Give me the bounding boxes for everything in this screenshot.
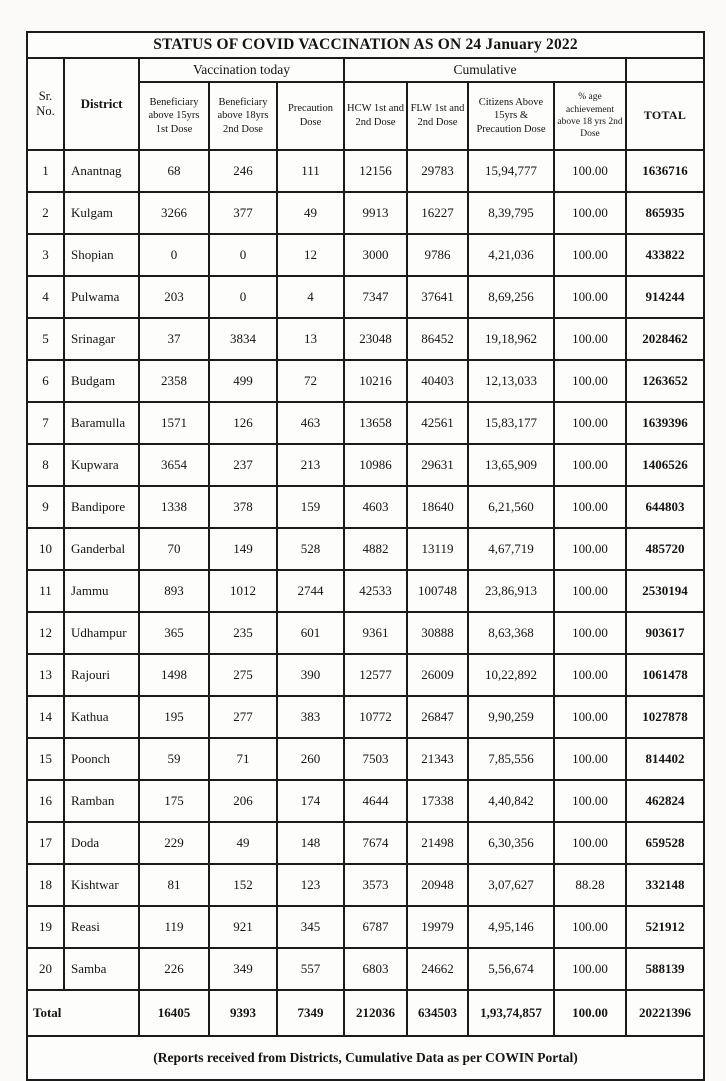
value-cell: 378: [209, 486, 277, 528]
district-row: [27, 864, 704, 906]
sr-no-cell: 18: [27, 864, 64, 906]
sr-no-cell: 6: [27, 360, 64, 402]
value-cell: 10986: [344, 444, 407, 486]
total-label: Total: [27, 990, 139, 1036]
value-cell: 100.00: [554, 360, 626, 402]
value-cell: 175: [139, 780, 209, 822]
district-name-cell: Doda: [64, 822, 139, 864]
value-cell: 3573: [344, 864, 407, 906]
total-row: [27, 990, 704, 1036]
value-cell: 5,56,674: [468, 948, 554, 990]
value-cell: 68: [139, 150, 209, 192]
value-cell: 1498: [139, 654, 209, 696]
value-cell: 100.00: [554, 444, 626, 486]
value-cell: 7674: [344, 822, 407, 864]
sr-no-cell: 11: [27, 570, 64, 612]
value-cell: 4,67,719: [468, 528, 554, 570]
district-name-cell: Rajouri: [64, 654, 139, 696]
value-cell: 100748: [407, 570, 468, 612]
row-total-cell: 521912: [626, 906, 704, 948]
district-name-cell: Shopian: [64, 234, 139, 276]
citizens-above-15yrs-header: Citizens Above 15yrs & Precaution Dose: [468, 82, 554, 150]
row-total-cell: 914244: [626, 276, 704, 318]
row-total-cell: 1263652: [626, 360, 704, 402]
sr-no-cell: 3: [27, 234, 64, 276]
value-cell: 23,86,913: [468, 570, 554, 612]
sr-no-cell: 5: [27, 318, 64, 360]
value-cell: 3834: [209, 318, 277, 360]
total-value-cell: 100.00: [554, 990, 626, 1036]
value-cell: 463: [277, 402, 344, 444]
group-header-row: [27, 58, 704, 82]
title-row: [27, 32, 704, 58]
value-cell: 8,63,368: [468, 612, 554, 654]
value-cell: 6,30,356: [468, 822, 554, 864]
value-cell: 19979: [407, 906, 468, 948]
sr-no-cell: 17: [27, 822, 64, 864]
value-cell: 206: [209, 780, 277, 822]
value-cell: 59: [139, 738, 209, 780]
value-cell: 3,07,627: [468, 864, 554, 906]
district-row: [27, 654, 704, 696]
value-cell: 8,39,795: [468, 192, 554, 234]
value-cell: 21498: [407, 822, 468, 864]
value-cell: 13,65,909: [468, 444, 554, 486]
total-value-cell: 1,93,74,857: [468, 990, 554, 1036]
district-row: [27, 360, 704, 402]
value-cell: 3266: [139, 192, 209, 234]
district-name-cell: Srinagar: [64, 318, 139, 360]
value-cell: 13: [277, 318, 344, 360]
value-cell: 100.00: [554, 822, 626, 864]
value-cell: 174: [277, 780, 344, 822]
value-cell: 7,85,556: [468, 738, 554, 780]
district-name-cell: Ramban: [64, 780, 139, 822]
value-cell: 921: [209, 906, 277, 948]
value-cell: 229: [139, 822, 209, 864]
value-cell: 159: [277, 486, 344, 528]
value-cell: 557: [277, 948, 344, 990]
pct-achievement-header: % age achievement above 18 yrs 2nd Dose: [554, 82, 626, 150]
value-cell: 260: [277, 738, 344, 780]
value-cell: 345: [277, 906, 344, 948]
value-cell: 37: [139, 318, 209, 360]
value-cell: 26847: [407, 696, 468, 738]
district-row: [27, 402, 704, 444]
district-row: [27, 948, 704, 990]
district-row: [27, 318, 704, 360]
district-name-cell: Samba: [64, 948, 139, 990]
value-cell: 6,21,560: [468, 486, 554, 528]
value-cell: 4,95,146: [468, 906, 554, 948]
value-cell: 100.00: [554, 234, 626, 276]
row-total-cell: 462824: [626, 780, 704, 822]
beneficiary-15yrs-1st-dose-header: Beneficiary above 15yrs 1st Dose: [139, 82, 209, 150]
row-total-cell: 659528: [626, 822, 704, 864]
value-cell: 9913: [344, 192, 407, 234]
district-name-cell: Budgam: [64, 360, 139, 402]
value-cell: 6803: [344, 948, 407, 990]
district-name-cell: Pulwama: [64, 276, 139, 318]
beneficiary-18yrs-2nd-dose-header: Beneficiary above 18yrs 2nd Dose: [209, 82, 277, 150]
total-value-cell: 212036: [344, 990, 407, 1036]
value-cell: 10,22,892: [468, 654, 554, 696]
value-cell: 100.00: [554, 696, 626, 738]
value-cell: 275: [209, 654, 277, 696]
district-row: [27, 780, 704, 822]
district-row: [27, 570, 704, 612]
value-cell: 100.00: [554, 402, 626, 444]
precaution-dose-header: Precaution Dose: [277, 82, 344, 150]
value-cell: 24662: [407, 948, 468, 990]
sr-no-cell: 16: [27, 780, 64, 822]
footer-note: (Reports received from Districts, Cumulative Data as per COWIN Portal): [27, 1036, 704, 1080]
flw-dose-header: FLW 1st and 2nd Dose: [407, 82, 468, 150]
sr-no-cell: 2: [27, 192, 64, 234]
sr-no-cell: 1: [27, 150, 64, 192]
row-total-cell: 814402: [626, 738, 704, 780]
district-row: [27, 822, 704, 864]
value-cell: 100.00: [554, 318, 626, 360]
value-cell: 26009: [407, 654, 468, 696]
value-cell: 4: [277, 276, 344, 318]
value-cell: 1338: [139, 486, 209, 528]
total-value-cell: 7349: [277, 990, 344, 1036]
district-row: [27, 738, 704, 780]
value-cell: 365: [139, 612, 209, 654]
value-cell: 4603: [344, 486, 407, 528]
district-row: [27, 906, 704, 948]
value-cell: 49: [209, 822, 277, 864]
value-cell: 8,69,256: [468, 276, 554, 318]
sr-no-cell: 20: [27, 948, 64, 990]
row-total-cell: 1636716: [626, 150, 704, 192]
value-cell: 12: [277, 234, 344, 276]
value-cell: 4644: [344, 780, 407, 822]
district-name-cell: Udhampur: [64, 612, 139, 654]
district-name-cell: Kishtwar: [64, 864, 139, 906]
value-cell: 277: [209, 696, 277, 738]
value-cell: 100.00: [554, 948, 626, 990]
value-cell: 213: [277, 444, 344, 486]
value-cell: 126: [209, 402, 277, 444]
row-total-cell: 433822: [626, 234, 704, 276]
district-row: [27, 234, 704, 276]
row-total-cell: 1406526: [626, 444, 704, 486]
value-cell: 226: [139, 948, 209, 990]
district-name-cell: Baramulla: [64, 402, 139, 444]
value-cell: 149: [209, 528, 277, 570]
row-total-cell: 644803: [626, 486, 704, 528]
value-cell: 10216: [344, 360, 407, 402]
value-cell: 100.00: [554, 486, 626, 528]
total-header: TOTAL: [626, 82, 704, 150]
district-header: District: [64, 58, 139, 150]
sr-no-cell: 7: [27, 402, 64, 444]
value-cell: 390: [277, 654, 344, 696]
value-cell: 6787: [344, 906, 407, 948]
footer-row: [27, 1036, 704, 1080]
sr-no-cell: 19: [27, 906, 64, 948]
district-name-cell: Reasi: [64, 906, 139, 948]
total-value-cell: 634503: [407, 990, 468, 1036]
value-cell: 100.00: [554, 780, 626, 822]
value-cell: 0: [139, 234, 209, 276]
value-cell: 499: [209, 360, 277, 402]
value-cell: 7503: [344, 738, 407, 780]
value-cell: 1571: [139, 402, 209, 444]
value-cell: 100.00: [554, 192, 626, 234]
cumulative-group-header: Cumulative: [344, 58, 626, 82]
district-row: [27, 150, 704, 192]
sr-no-cell: 4: [27, 276, 64, 318]
district-row: [27, 528, 704, 570]
value-cell: 1012: [209, 570, 277, 612]
value-cell: 203: [139, 276, 209, 318]
value-cell: 9,90,259: [468, 696, 554, 738]
value-cell: 42561: [407, 402, 468, 444]
value-cell: 100.00: [554, 612, 626, 654]
value-cell: 12,13,033: [468, 360, 554, 402]
value-cell: 19,18,962: [468, 318, 554, 360]
district-name-cell: Poonch: [64, 738, 139, 780]
district-name-cell: Bandipore: [64, 486, 139, 528]
vaccination-status-table: [26, 31, 705, 1081]
row-total-cell: 485720: [626, 528, 704, 570]
value-cell: 12577: [344, 654, 407, 696]
district-row: [27, 276, 704, 318]
value-cell: 3000: [344, 234, 407, 276]
value-cell: 71: [209, 738, 277, 780]
page-title: STATUS OF COVID VACCINATION AS ON 24 January 2022: [27, 32, 704, 58]
value-cell: 237: [209, 444, 277, 486]
row-total-cell: 2028462: [626, 318, 704, 360]
value-cell: 21343: [407, 738, 468, 780]
row-total-cell: 903617: [626, 612, 704, 654]
value-cell: 100.00: [554, 276, 626, 318]
value-cell: 383: [277, 696, 344, 738]
value-cell: 37641: [407, 276, 468, 318]
value-cell: 246: [209, 150, 277, 192]
value-cell: 349: [209, 948, 277, 990]
sr-no-cell: 13: [27, 654, 64, 696]
value-cell: 100.00: [554, 570, 626, 612]
sr-no-cell: 9: [27, 486, 64, 528]
row-total-cell: 2530194: [626, 570, 704, 612]
value-cell: 30888: [407, 612, 468, 654]
value-cell: 111: [277, 150, 344, 192]
value-cell: 100.00: [554, 738, 626, 780]
value-cell: 2358: [139, 360, 209, 402]
sr-no-cell: 8: [27, 444, 64, 486]
district-row: [27, 612, 704, 654]
sr-no-cell: 14: [27, 696, 64, 738]
value-cell: 29783: [407, 150, 468, 192]
value-cell: 195: [139, 696, 209, 738]
value-cell: 4,21,036: [468, 234, 554, 276]
value-cell: 9361: [344, 612, 407, 654]
sr-no-cell: 12: [27, 612, 64, 654]
value-cell: 100.00: [554, 150, 626, 192]
sr-no-cell: 10: [27, 528, 64, 570]
value-cell: 9786: [407, 234, 468, 276]
total-value-cell: 9393: [209, 990, 277, 1036]
district-row: [27, 192, 704, 234]
row-total-cell: 1639396: [626, 402, 704, 444]
value-cell: 3654: [139, 444, 209, 486]
value-cell: 152: [209, 864, 277, 906]
value-cell: 49: [277, 192, 344, 234]
value-cell: 4,40,842: [468, 780, 554, 822]
value-cell: 2744: [277, 570, 344, 612]
value-cell: 12156: [344, 150, 407, 192]
row-total-cell: 332148: [626, 864, 704, 906]
value-cell: 13658: [344, 402, 407, 444]
value-cell: 10772: [344, 696, 407, 738]
value-cell: 4882: [344, 528, 407, 570]
district-name-cell: Anantnag: [64, 150, 139, 192]
value-cell: 235: [209, 612, 277, 654]
value-cell: 42533: [344, 570, 407, 612]
value-cell: 377: [209, 192, 277, 234]
sr-no-cell: 15: [27, 738, 64, 780]
value-cell: 15,83,177: [468, 402, 554, 444]
value-cell: 16227: [407, 192, 468, 234]
total-value-cell: 16405: [139, 990, 209, 1036]
grand-total-cell: 20221396: [626, 990, 704, 1036]
hcw-dose-header: HCW 1st and 2nd Dose: [344, 82, 407, 150]
district-row: [27, 696, 704, 738]
value-cell: 20948: [407, 864, 468, 906]
row-total-cell: 1061478: [626, 654, 704, 696]
sr-no-header: Sr. No.: [27, 58, 64, 150]
value-cell: 7347: [344, 276, 407, 318]
district-name-cell: Ganderbal: [64, 528, 139, 570]
value-cell: 528: [277, 528, 344, 570]
value-cell: 13119: [407, 528, 468, 570]
value-cell: 40403: [407, 360, 468, 402]
row-total-cell: 1027878: [626, 696, 704, 738]
row-total-cell: 865935: [626, 192, 704, 234]
value-cell: 81: [139, 864, 209, 906]
value-cell: 15,94,777: [468, 150, 554, 192]
district-name-cell: Kupwara: [64, 444, 139, 486]
value-cell: 123: [277, 864, 344, 906]
empty-header-cell: [626, 58, 704, 82]
district-name-cell: Jammu: [64, 570, 139, 612]
row-total-cell: 588139: [626, 948, 704, 990]
value-cell: 86452: [407, 318, 468, 360]
value-cell: 100.00: [554, 906, 626, 948]
district-name-cell: Kathua: [64, 696, 139, 738]
value-cell: 100.00: [554, 654, 626, 696]
value-cell: 17338: [407, 780, 468, 822]
district-row: [27, 444, 704, 486]
value-cell: 601: [277, 612, 344, 654]
value-cell: 23048: [344, 318, 407, 360]
value-cell: 29631: [407, 444, 468, 486]
value-cell: 148: [277, 822, 344, 864]
value-cell: 72: [277, 360, 344, 402]
district-row: [27, 486, 704, 528]
value-cell: 18640: [407, 486, 468, 528]
value-cell: 0: [209, 276, 277, 318]
value-cell: 0: [209, 234, 277, 276]
value-cell: 119: [139, 906, 209, 948]
value-cell: 893: [139, 570, 209, 612]
value-cell: 88.28: [554, 864, 626, 906]
value-cell: 70: [139, 528, 209, 570]
district-name-cell: Kulgam: [64, 192, 139, 234]
value-cell: 100.00: [554, 528, 626, 570]
vaccination-today-group-header: Vaccination today: [139, 58, 344, 82]
